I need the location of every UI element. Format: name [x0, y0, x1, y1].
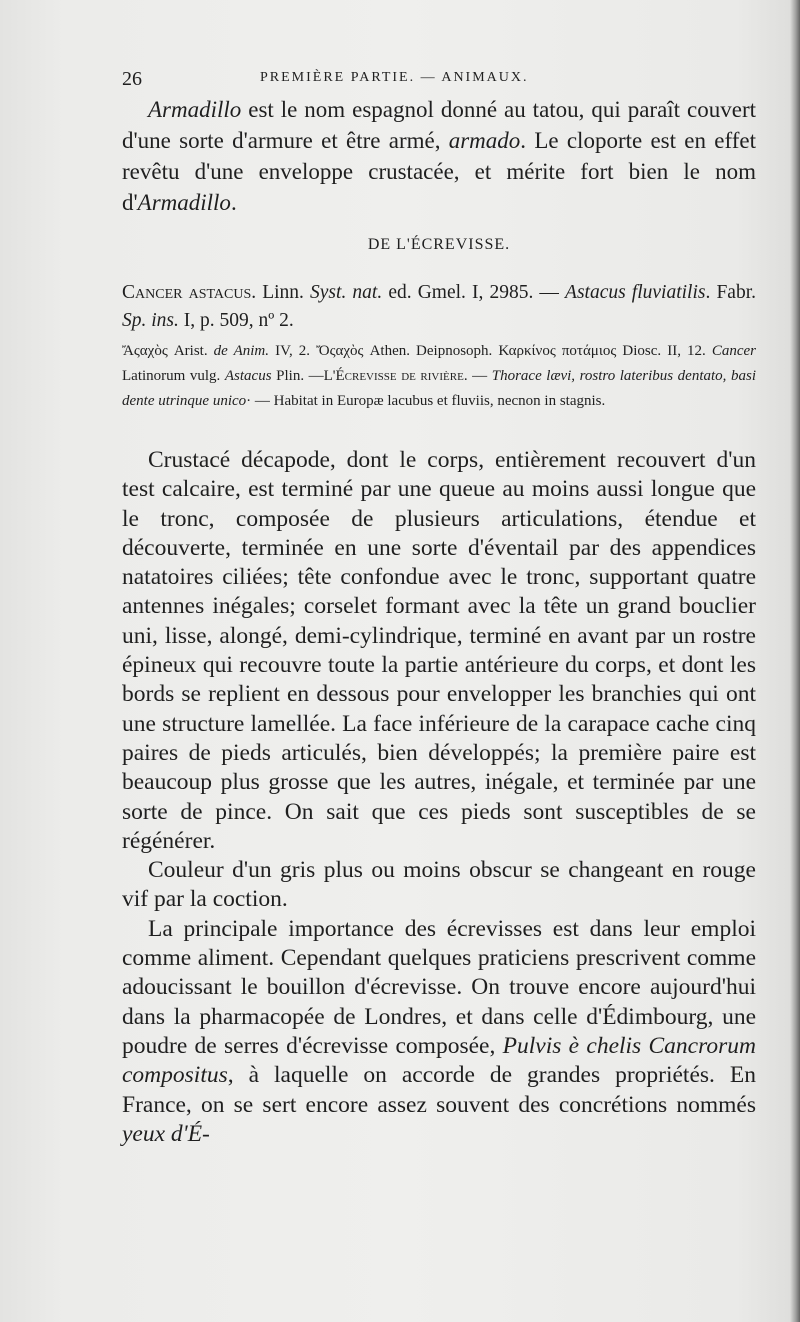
p3-latin-title: Pulvis è chelis Cancrorum compositus [122, 1032, 756, 1089]
word-armado: armado [448, 128, 521, 153]
syn-linn: . Linn. [251, 282, 311, 303]
ref-a2: IV, 2. [269, 343, 317, 359]
syn-astacus-fluv: Astacus fluviatilis [565, 282, 706, 303]
greek-1: Ἄςαχὸς [122, 343, 168, 359]
intro-text-1: est le nom espagnol donné au tatou, qui paraît couvert d'une sorte d'armure et être armé, [122, 97, 756, 153]
syn-fabr: . Fabr. [705, 282, 756, 303]
genus-name-2: Armadillo [137, 190, 231, 215]
p3-yeux: yeux d'É- [122, 1120, 210, 1147]
running-title: PREMIÈRE PARTIE. — ANIMAUX. [260, 70, 529, 85]
description-body [122, 446, 756, 1149]
ref-thorace: Thorace lævi, rostro lateribus dentato, basi dente utrinque unico [122, 368, 756, 409]
p3-text-a: La principale importance des écrevisses est dans leur emploi comme aliment. Cependant quelques praticiens prescrivent comme adoucissant le bouillon d'écrevisse. On trouve encore aujourd'hui dans la pharmacopée de Londres, et dans celle d'Édimbourg, une poudre de serres d'écrevisse composée, [122, 915, 756, 1059]
greek-3: Καρκίνος ποτάμιος [498, 343, 617, 359]
greek-2: Ὄςαχὸς [316, 343, 364, 359]
ref-ecrevisse: L'Écrevisse de rivière [323, 368, 464, 384]
ref-a6: Plin. — [271, 368, 324, 384]
ref-a8: · — Habitat in Europæ lacubus et fluviis, necnon in stagnis. [246, 393, 606, 409]
section-title: DE L'ÉCREVISSE. [367, 236, 511, 253]
syn-syst: Syst. nat. [310, 282, 383, 303]
ref-a7: . — [463, 368, 492, 384]
ref-de-anim: de Anim. [213, 343, 270, 359]
classical-references [122, 339, 756, 414]
ref-a3: Athen. Deipnosoph. [363, 343, 499, 359]
description-p3 [122, 915, 756, 1149]
intro-paragraph [122, 94, 756, 218]
description-p2: Couleur d'un gris plus ou moins obscur se changeant en rouge vif par la coction. [122, 857, 756, 913]
syn-astacus: astacus [188, 282, 252, 303]
genus-name: Armadillo [148, 97, 242, 122]
synonymy-block [122, 279, 756, 335]
ref-astacus: Astacus [224, 368, 272, 384]
ref-a5: Latinorum vulg. [122, 368, 225, 384]
intro-text-2: . Le cloporte est en effet revêtu d'une enveloppe crustacée, et mérite fort bien le nom d' [122, 128, 756, 215]
page-number: 26 [122, 68, 142, 90]
ref-a4: Diosc. II, 12. [616, 343, 712, 359]
syn-gmel: ed. Gmel. I, 2985. — [382, 282, 566, 303]
intro-text-3: . [230, 190, 237, 215]
p3-text-b: , à laquelle on accorde de grandes propriétés. En France, on se sert encore assez souvent des concrétions nommés [122, 1062, 756, 1118]
syn-cancer: Cancer [122, 282, 183, 303]
syn-sp-ins: Sp. ins. [122, 310, 179, 331]
page-edge-shadow [790, 0, 800, 1322]
description-p1: Crustacé décapode, dont le corps, entièrement recouvert d'un test calcaire, est terminé par une queue au moins aussi longue que le tronc, composée de plusieurs articulations, étendue et découverte, terminée en une sorte d'éventail par des appendices natatoires ciliées; tête confondue avec le tronc, supportant quatre antennes inégales; corselet formant avec la tête un grand bouclier uni, lisse, alongé, demi-cylindrique, terminé en avant par un rostre épineux qui recouvre toute la partie antérieure du corps, et dont les bords se replient en dessous pour envelopper les branchies qui ont une structure lamellée. La face inférieure de la carapace cache cinq paires de pieds articulés, bien développés; la première paire est beaucoup plus grosse que les autres, inégale, et terminée par une sorte de pince. On sait que ces pieds sont susceptibles de se régénérer. [122, 447, 756, 854]
ref-a1: Arist. [167, 343, 214, 359]
ref-cancer: Cancer [711, 343, 756, 359]
syn-ref: I, p. 509, nº 2. [178, 310, 294, 331]
